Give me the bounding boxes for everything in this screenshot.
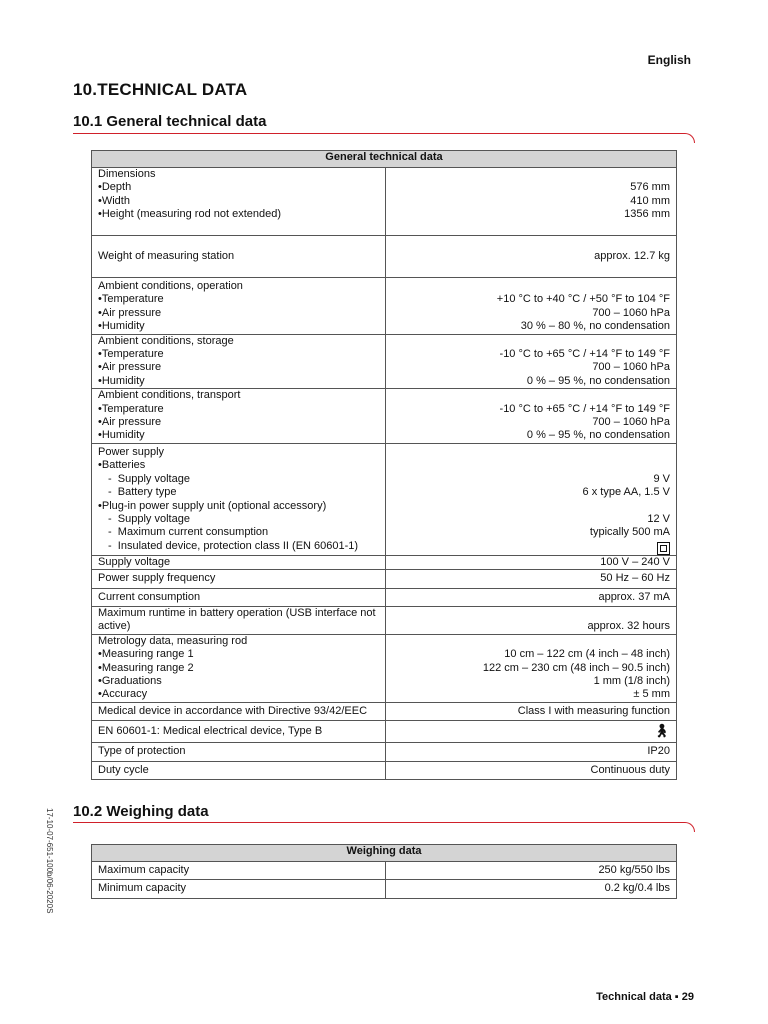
table-row: Power supply frequency 50 Hz – 60 Hz bbox=[92, 570, 677, 588]
table-row: Power supply • Batteries - Supply voltage - Battery type • Plug-in power supply unit (optional accessory) - Supply voltage - Maximum current consumption - Insulated device, protection class II (EN 60601-1) 9 V 6 x type AA, 1.5 V 12 V typically 500 mA bbox=[92, 443, 677, 555]
page-number: 29 bbox=[681, 991, 694, 1003]
footer-section: Technical data bbox=[596, 991, 672, 1003]
protection-class-ii-icon bbox=[657, 542, 670, 555]
table-row: Ambient conditions, storage • Temperature • Air pressure • Humidity -10 °C to +65 °C / +14 °F to 149 °F 700 – 1060 hPa 0 % – 95 %, no condensation bbox=[92, 334, 677, 389]
document-code: 17-10-07-651-100b/06-2020S bbox=[45, 808, 54, 914]
page-title: 10.TECHNICAL DATA bbox=[73, 80, 248, 99]
general-technical-data-table bbox=[91, 150, 677, 780]
language-label: English bbox=[647, 53, 691, 67]
table-row: Weight of measuring station approx. 12.7 kg bbox=[92, 236, 677, 278]
table-row: Current consumption approx. 37 mA bbox=[92, 588, 677, 606]
table-row: Ambient conditions, transport • Temperature • Air pressure • Humidity -10 °C to +65 °C / +14 °F to 149 °F 700 – 1060 hPa 0 % – 95 %, no condensation bbox=[92, 389, 677, 444]
section-heading-general: 10.1 General technical data bbox=[73, 113, 267, 130]
table-row: Medical device in accordance with Directive 93/42/EEC Class I with measuring function bbox=[92, 702, 677, 720]
section-rule bbox=[73, 822, 695, 832]
page-footer: Technical data ▪ 29 bbox=[596, 991, 694, 1003]
table-row: Type of protection IP20 bbox=[92, 743, 677, 761]
section-rule bbox=[73, 133, 695, 143]
table-row: Minimum capacity 0.2 kg/0.4 lbs bbox=[92, 880, 677, 898]
table-row: Supply voltage 100 V – 240 V bbox=[92, 555, 677, 569]
weighing-data-table bbox=[91, 844, 677, 899]
table-row: EN 60601-1: Medical electrical device, Type B 🚶︎ bbox=[92, 721, 677, 743]
table-row: Maximum capacity 250 kg/550 lbs bbox=[92, 862, 677, 880]
table-row: Maximum runtime in battery operation (USB interface not active) approx. 32 hours bbox=[92, 606, 677, 634]
type-b-applied-part-icon: 🚶︎ bbox=[653, 722, 670, 738]
table-header: Weighing data bbox=[92, 845, 677, 862]
table-header: General technical data bbox=[92, 151, 677, 168]
section-heading-weighing: 10.2 Weighing data bbox=[73, 803, 209, 820]
table-row: Dimensions • Depth • Width • Height (measuring rod not extended) 576 mm 410 mm 1356 mm bbox=[92, 168, 677, 236]
table-row: Duty cycle Continuous duty bbox=[92, 761, 677, 779]
table-row: Ambient conditions, operation • Temperature • Air pressure • Humidity +10 °C to +40 °C / +50 °F to 104 °F 700 – 1060 hPa 30 % – 80 %, no condensation bbox=[92, 278, 677, 335]
table-row: Metrology data, measuring rod • Measuring range 1 • Measuring range 2 • Graduations • Accuracy 10 cm – 122 cm (4 inch – 48 inch) 122 cm – 230 cm (48 inch – 90.5 inch) 1 mm (1/8 inch) ± 5 mm bbox=[92, 634, 677, 702]
